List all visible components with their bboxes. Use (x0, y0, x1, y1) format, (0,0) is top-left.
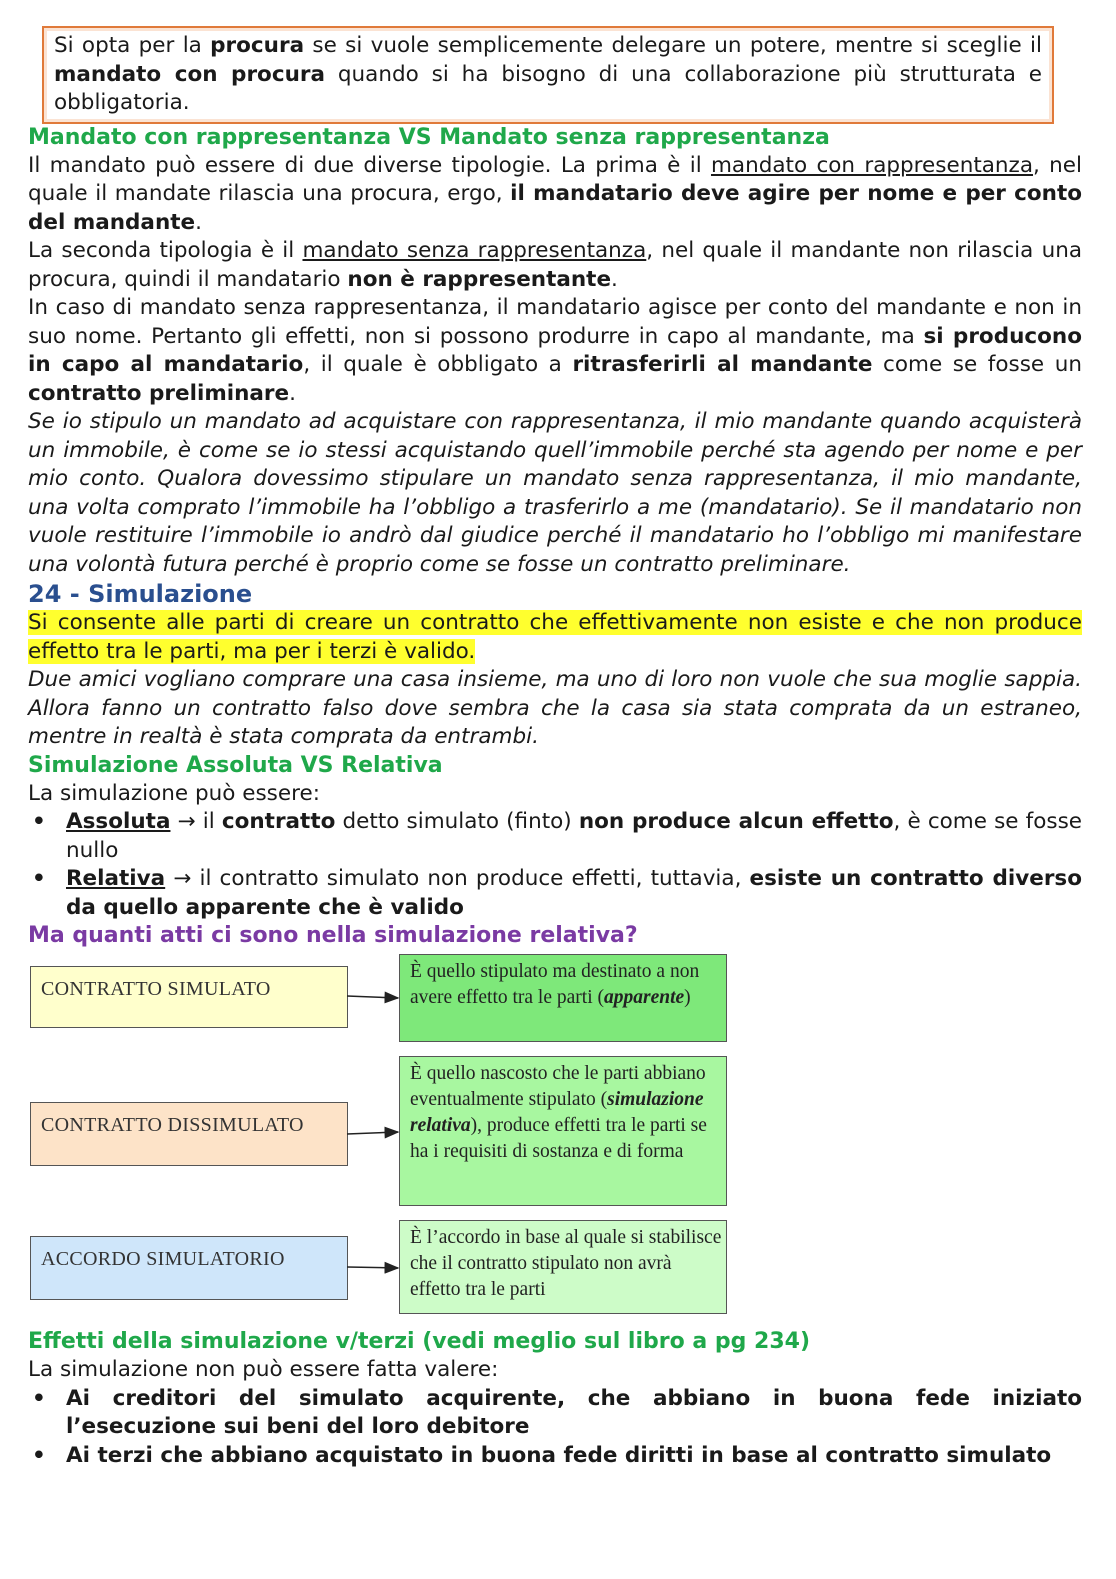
italic-term: apparente (603, 987, 685, 1008)
text: In caso di mandato senza rappresentanza, il mandatario agisce per conto del mandante e non in suo nome. Pertanto gli effetti, non si possono produrre in capo al mandante, ma (28, 295, 1082, 349)
intro-text-2: se si vuole semplicemente delegare un potere, mentre si sceglie il (304, 33, 1042, 58)
box-label: CONTRATTO SIMULATO (41, 978, 271, 1000)
italic-example: Se io stipulo un mandato ad acquistare con rappresentanza, il mio mandante quando acquisterà un immobile, è come se io stessi acquistando quell’immobile perché sta agendo per nome e per mio conto. Qualora dovessimo stipulare un mandato senza rappresentanza, il mio mandante, una volta comprato l’immobile ha l’obbligo a trasferirlo a me (mandatario). Se il mandatario non vuole restituire l’immobile io andrò dal giudice perché il mandatario ho l’obbligo mi manifestare una volontà futura perché è proprio come se fosse un contratto preliminare. (28, 409, 1082, 577)
definition-simulazione (28, 609, 1082, 666)
underlined-term: mandato senza rappresentanza (302, 238, 647, 263)
intro-text-3: quando si ha bisogno di una collaborazione più strutturata e obbligatoria. (54, 61, 1042, 115)
heading-assoluta-relativa: Simulazione Assoluta VS Relativa (28, 752, 443, 778)
question-heading: Ma quanti atti ci sono nella simulazione relativa? (28, 923, 638, 948)
italic-term: simulazione relativa (410, 1089, 704, 1136)
text: → il (170, 809, 222, 834)
para-mandato-tipologie (28, 152, 1082, 238)
bold-text: ritrasferirli al mandante (572, 352, 873, 377)
list-effetti (28, 1385, 1082, 1471)
text: La seconda tipologia è il (28, 238, 303, 263)
text: . (195, 209, 202, 235)
bold-text: contratto preliminare (28, 380, 290, 406)
text: ) (684, 987, 691, 1008)
text: . (289, 380, 296, 406)
intro-bold-mandato: mandato con procura (54, 61, 325, 87)
text: , nel quale il mandate rilascia una procura, ergo, (28, 152, 1082, 206)
para-senza-rappresentanza (28, 294, 1082, 408)
document-page (28, 26, 1082, 1470)
intro-effetti: La simulazione non può essere fatta valere: (28, 1357, 499, 1382)
bold-text: il mandatario deve agire per nome e per conto del mandante (28, 181, 1083, 235)
heading-effetti-terzi: Effetti della simulazione v/terzi (vedi meglio sul libro a pg 234) (28, 1329, 810, 1354)
text: , è come se fosse nullo (66, 809, 1083, 863)
term-relativa: Relativa (66, 866, 166, 891)
highlighted-definition: Si consente alle parti di creare un contratto che effettivamente non esiste e che non produce effetto tra le parti, ma per i terzi è valido. (28, 610, 1082, 664)
intro-box (42, 26, 1054, 124)
bold-text: Ai terzi che abbiano acquistato in buona fede diritti in base al contratto simulato (66, 1442, 1052, 1468)
bold-text: non è rappresentante (347, 266, 612, 292)
text: , nel quale il mandante non rilascia una procura, quindi il mandatario (28, 238, 1082, 292)
heading-simulazione: 24 - Simulazione (28, 580, 253, 608)
bold-text: contratto (221, 809, 336, 834)
heading-mandato: Mandato con rappresentanza VS Mandato senza rappresentanza (28, 124, 830, 150)
term-assoluta: Assoluta (66, 809, 171, 834)
text: ), produce effetti tra le parti se ha i requisiti di sostanza e di forma (410, 1115, 707, 1162)
example-simulazione (28, 666, 1082, 752)
para-seconda-tipologia (28, 237, 1082, 294)
intro-simulazione-tipi: La simulazione può essere: (28, 780, 320, 806)
bold-text: Ai creditori del simulato acquirente, che abbiano in buona fede iniziato l’esecuzione sui beni del loro debitore (66, 1385, 1082, 1439)
list-item-creditori (66, 1385, 1082, 1442)
text: Il mandato può essere di due diverse tipologie. La prima è il (28, 152, 711, 178)
underlined-term: mandato con rappresentanza (710, 152, 1034, 178)
text: È l’accordo in base al quale si stabilisce che il contratto stipulato non avrà effetto tra le parti (410, 1227, 722, 1300)
diagram-arrows (28, 954, 1082, 1328)
list-item-terzi (66, 1442, 1082, 1471)
box-label: CONTRATTO DISSIMULATO (41, 1114, 304, 1136)
text: . (611, 266, 618, 292)
bold-text: esiste un contratto diverso da quello apparente che è valido (66, 866, 1082, 920)
text: È quello stipulato ma destinato a non avere effetto tra le parti ( (410, 961, 700, 1008)
list-item-assoluta (66, 808, 1082, 865)
text: È quello nascosto che le parti abbiano eventualmente stipulato ( (410, 1063, 706, 1110)
text: → il contratto simulato non produce effetti, tuttavia, (165, 866, 750, 891)
list-simulazione-tipi (28, 808, 1082, 922)
text: detto simulato (finto) (335, 809, 579, 834)
arrow-3 (347, 1267, 398, 1268)
simulazione-diagram (28, 954, 1082, 1328)
italic-example: Due amici vogliano comprare una casa insieme, ma uno di loro non vuole che sua moglie sappia. Allora fanno un contratto falso dove sembra che la casa sia stata comprata da un estraneo, mentre in realtà è stata comprata da entrambi. (28, 667, 1082, 749)
box-label: ACCORDO SIMULATORIO (41, 1248, 285, 1270)
arrow-1 (347, 996, 398, 998)
example-mandato (28, 408, 1082, 579)
bold-text: si producono in capo al mandatario (28, 323, 1082, 377)
arrow-2 (347, 1132, 398, 1134)
intro-bold-procura: procura (210, 33, 305, 58)
bold-text: non produce alcun effetto (578, 809, 894, 834)
list-item-relativa (66, 865, 1082, 922)
text: come se fosse un (872, 352, 1082, 377)
text: , il quale è obbligato a (303, 352, 573, 377)
intro-text-1: Si opta per la (54, 33, 211, 58)
